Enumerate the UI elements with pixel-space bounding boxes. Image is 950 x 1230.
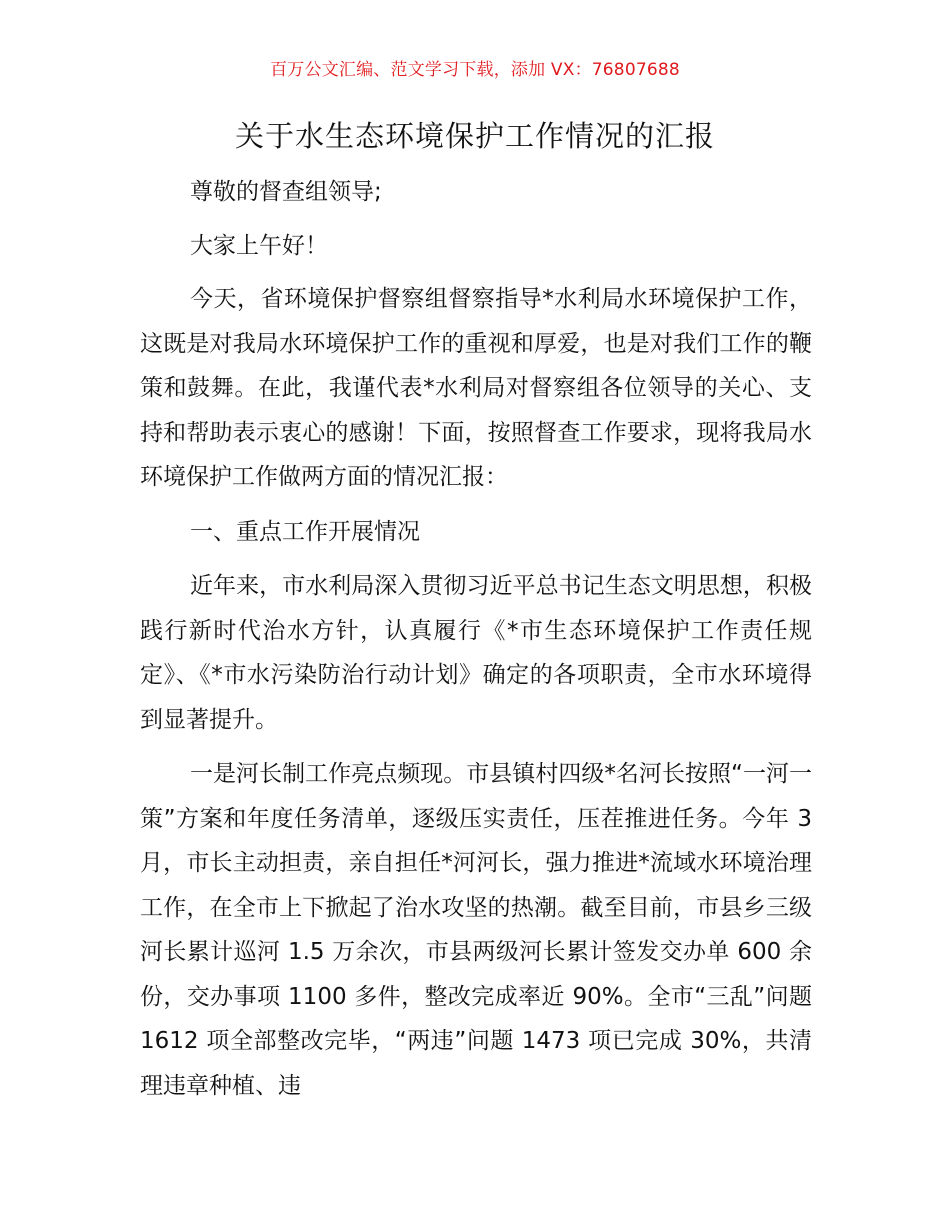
document-body bbox=[140, 170, 812, 1108]
paragraph-intro: 今天，省环境保护督察组督察指导*水利局水环境保护工作，这既是对我局水环境保护工作的重视和厚爱，也是对我们工作的鞭策和鼓舞。在此，我谨代表*水利局对督察组各位领导的关心、支持和帮助表示衷心的感谢！下面，按照督查工作要求，现将我局水环境保护工作做两方面的情况汇报： bbox=[140, 286, 812, 490]
paragraph-river-chief: 一是河长制工作亮点频现。市县镇村四级*名河长按照“一河一策”方案和年度任务清单，逐级压实责任，压茬推进任务。今年 3 月，市长主动担责，亲自担任*河河长，强力推进*流域水环境治理工作，在全市上下掀起了治水攻坚的热潮。截至目前，市县乡三级河长累计巡河 1.5 万余次，市县两级河长累计签发交办单 600 余份，交办事项 1100 多件，整改完成率近 90%。全市“三乱”问题 1612 项全部整改完毕，“两违”问题 1473 项已完成 30%，共清理违章种植、违 bbox=[140, 761, 812, 1099]
section-heading: 一、重点工作开展情况 bbox=[190, 518, 420, 545]
header-contact-note: 百万公文汇编、范文学习下载，添加 VX：76807688 bbox=[270, 60, 680, 80]
greeting: 大家上午好！ bbox=[190, 232, 328, 259]
paragraph-overview: 近年来，市水利局深入贯彻习近平总书记生态文明思想，积极践行新时代治水方针，认真履行《*市生态环境保护工作责任规定》、《*市水污染防治行动计划》确定的各项职责，全市水环境得到显著提升。 bbox=[140, 573, 812, 733]
document-title: 关于水生态环境保护工作情况的汇报 bbox=[234, 119, 715, 153]
salutation: 尊敬的督查组领导; bbox=[190, 179, 382, 205]
